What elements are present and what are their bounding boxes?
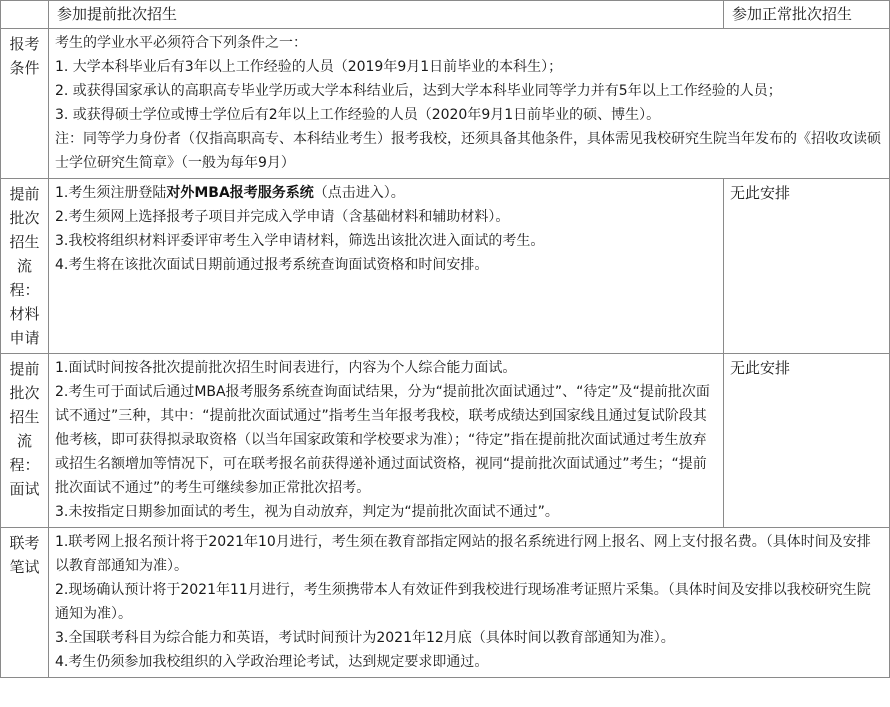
eligibility-item-2: 2. 或获得国家承认的高职高专毕业学历或大学本科结业后，达到大学本科毕业同等学力并有5年以上工作经验的人员；	[55, 83, 782, 99]
interview-item-3: 3.未按指定日期参加面试的考生，视为自动放弃，判定为“提前批次面试不通过”。	[55, 504, 559, 520]
eligibility-content	[49, 29, 890, 179]
materials-normal-batch: 无此安排	[724, 179, 890, 354]
materials-item-4: 4.考生将在该批次面试日期前通过报考系统查询面试资格和时间安排。	[55, 257, 489, 273]
materials-content	[49, 179, 724, 354]
header-row	[1, 1, 890, 29]
exam-item-2: 2.现场确认预计将于2021年11月进行，考生须携带本人有效证件到我校进行现场准考证照片采集。（具体时间及安排以我校研究生院通知为准）。	[55, 582, 871, 622]
interview-label: 提前批次招生流程：面试	[1, 354, 49, 528]
materials-row	[1, 179, 890, 354]
interview-item-2: 2.考生可于面试后通过MBA报考服务系统查询面试结果，分为“提前批次面试通过”、“待定”及“提前批次面试不通过”三种，其中：“提前批次面试通过”指考生当年报考我校，联考成绩达到国家线且通过复试阶段其他考核，即可获得拟录取资格（以当年国家政策和学校要求为准）；“待定”指在提前批次面试通过考生放弃或招生名额增加等情况下，可在联考报名前获得递补通过面试资格，视同“提前批次面试通过”考生；“提前批次面试不通过”的考生可继续参加正常批次招考。	[55, 384, 710, 496]
header-normal-batch: 参加正常批次招生	[724, 1, 890, 29]
mba-service-system-link[interactable]: 对外MBA报考服务系统	[166, 185, 314, 201]
exam-item-3: 3.全国联考科目为综合能力和英语，考试时间预计为2021年12月底（具体时间以教育部通知为准）。	[55, 630, 675, 646]
materials-label: 提前批次招生流程：材料申请	[1, 179, 49, 354]
materials-item-1	[55, 181, 717, 205]
interview-content	[49, 354, 724, 528]
eligibility-item-1: 1. 大学本科毕业后有3年以上工作经验的人员（2019年9月1日前毕业的本科生）；	[55, 59, 563, 75]
exam-content	[49, 528, 890, 678]
header-corner-cell	[1, 1, 49, 29]
header-early-batch: 参加提前批次招生	[49, 1, 724, 29]
interview-item-1: 1.面试时间按各批次提前批次招生时间表进行，内容为个人综合能力面试。	[55, 360, 517, 376]
materials-item-2: 2.考生须网上选择报考子项目并完成入学申请（含基础材料和辅助材料）。	[55, 209, 510, 225]
exam-item-1: 1.联考网上报名预计将于2021年10月进行，考生须在教育部指定网站的报名系统进行网上报名、网上支付报名费。（具体时间及安排以教育部通知为准）。	[55, 534, 871, 574]
materials-item-1-prefix: 1.考生须注册登陆	[55, 185, 167, 201]
exam-label: 联考笔试	[1, 528, 49, 678]
eligibility-label: 报考条件	[1, 29, 49, 179]
exam-item-4: 4.考生仍须参加我校组织的入学政治理论考试，达到规定要求即通过。	[55, 654, 489, 670]
eligibility-row	[1, 29, 890, 179]
eligibility-note: 注：同等学力身份者（仅指高职高专、本科结业考生）报考我校，还须具备其他条件，具体需见我校研究生院当年发布的《招收攻读硕士学位研究生简章》（一般为每年9月）	[55, 131, 881, 171]
materials-item-3: 3.我校将组织材料评委评审考生入学申请材料，筛选出该批次进入面试的考生。	[55, 233, 545, 249]
eligibility-item-3: 3. 或获得硕士学位或博士学位后有2年以上工作经验的人员（2020年9月1日前毕业的硕、博生）。	[55, 107, 661, 123]
interview-row	[1, 354, 890, 528]
exam-row	[1, 528, 890, 678]
materials-item-1-suffix: （点击进入）。	[313, 185, 405, 201]
eligibility-intro: 考生的学业水平必须符合下列条件之一：	[55, 35, 307, 51]
interview-normal-batch: 无此安排	[724, 354, 890, 528]
